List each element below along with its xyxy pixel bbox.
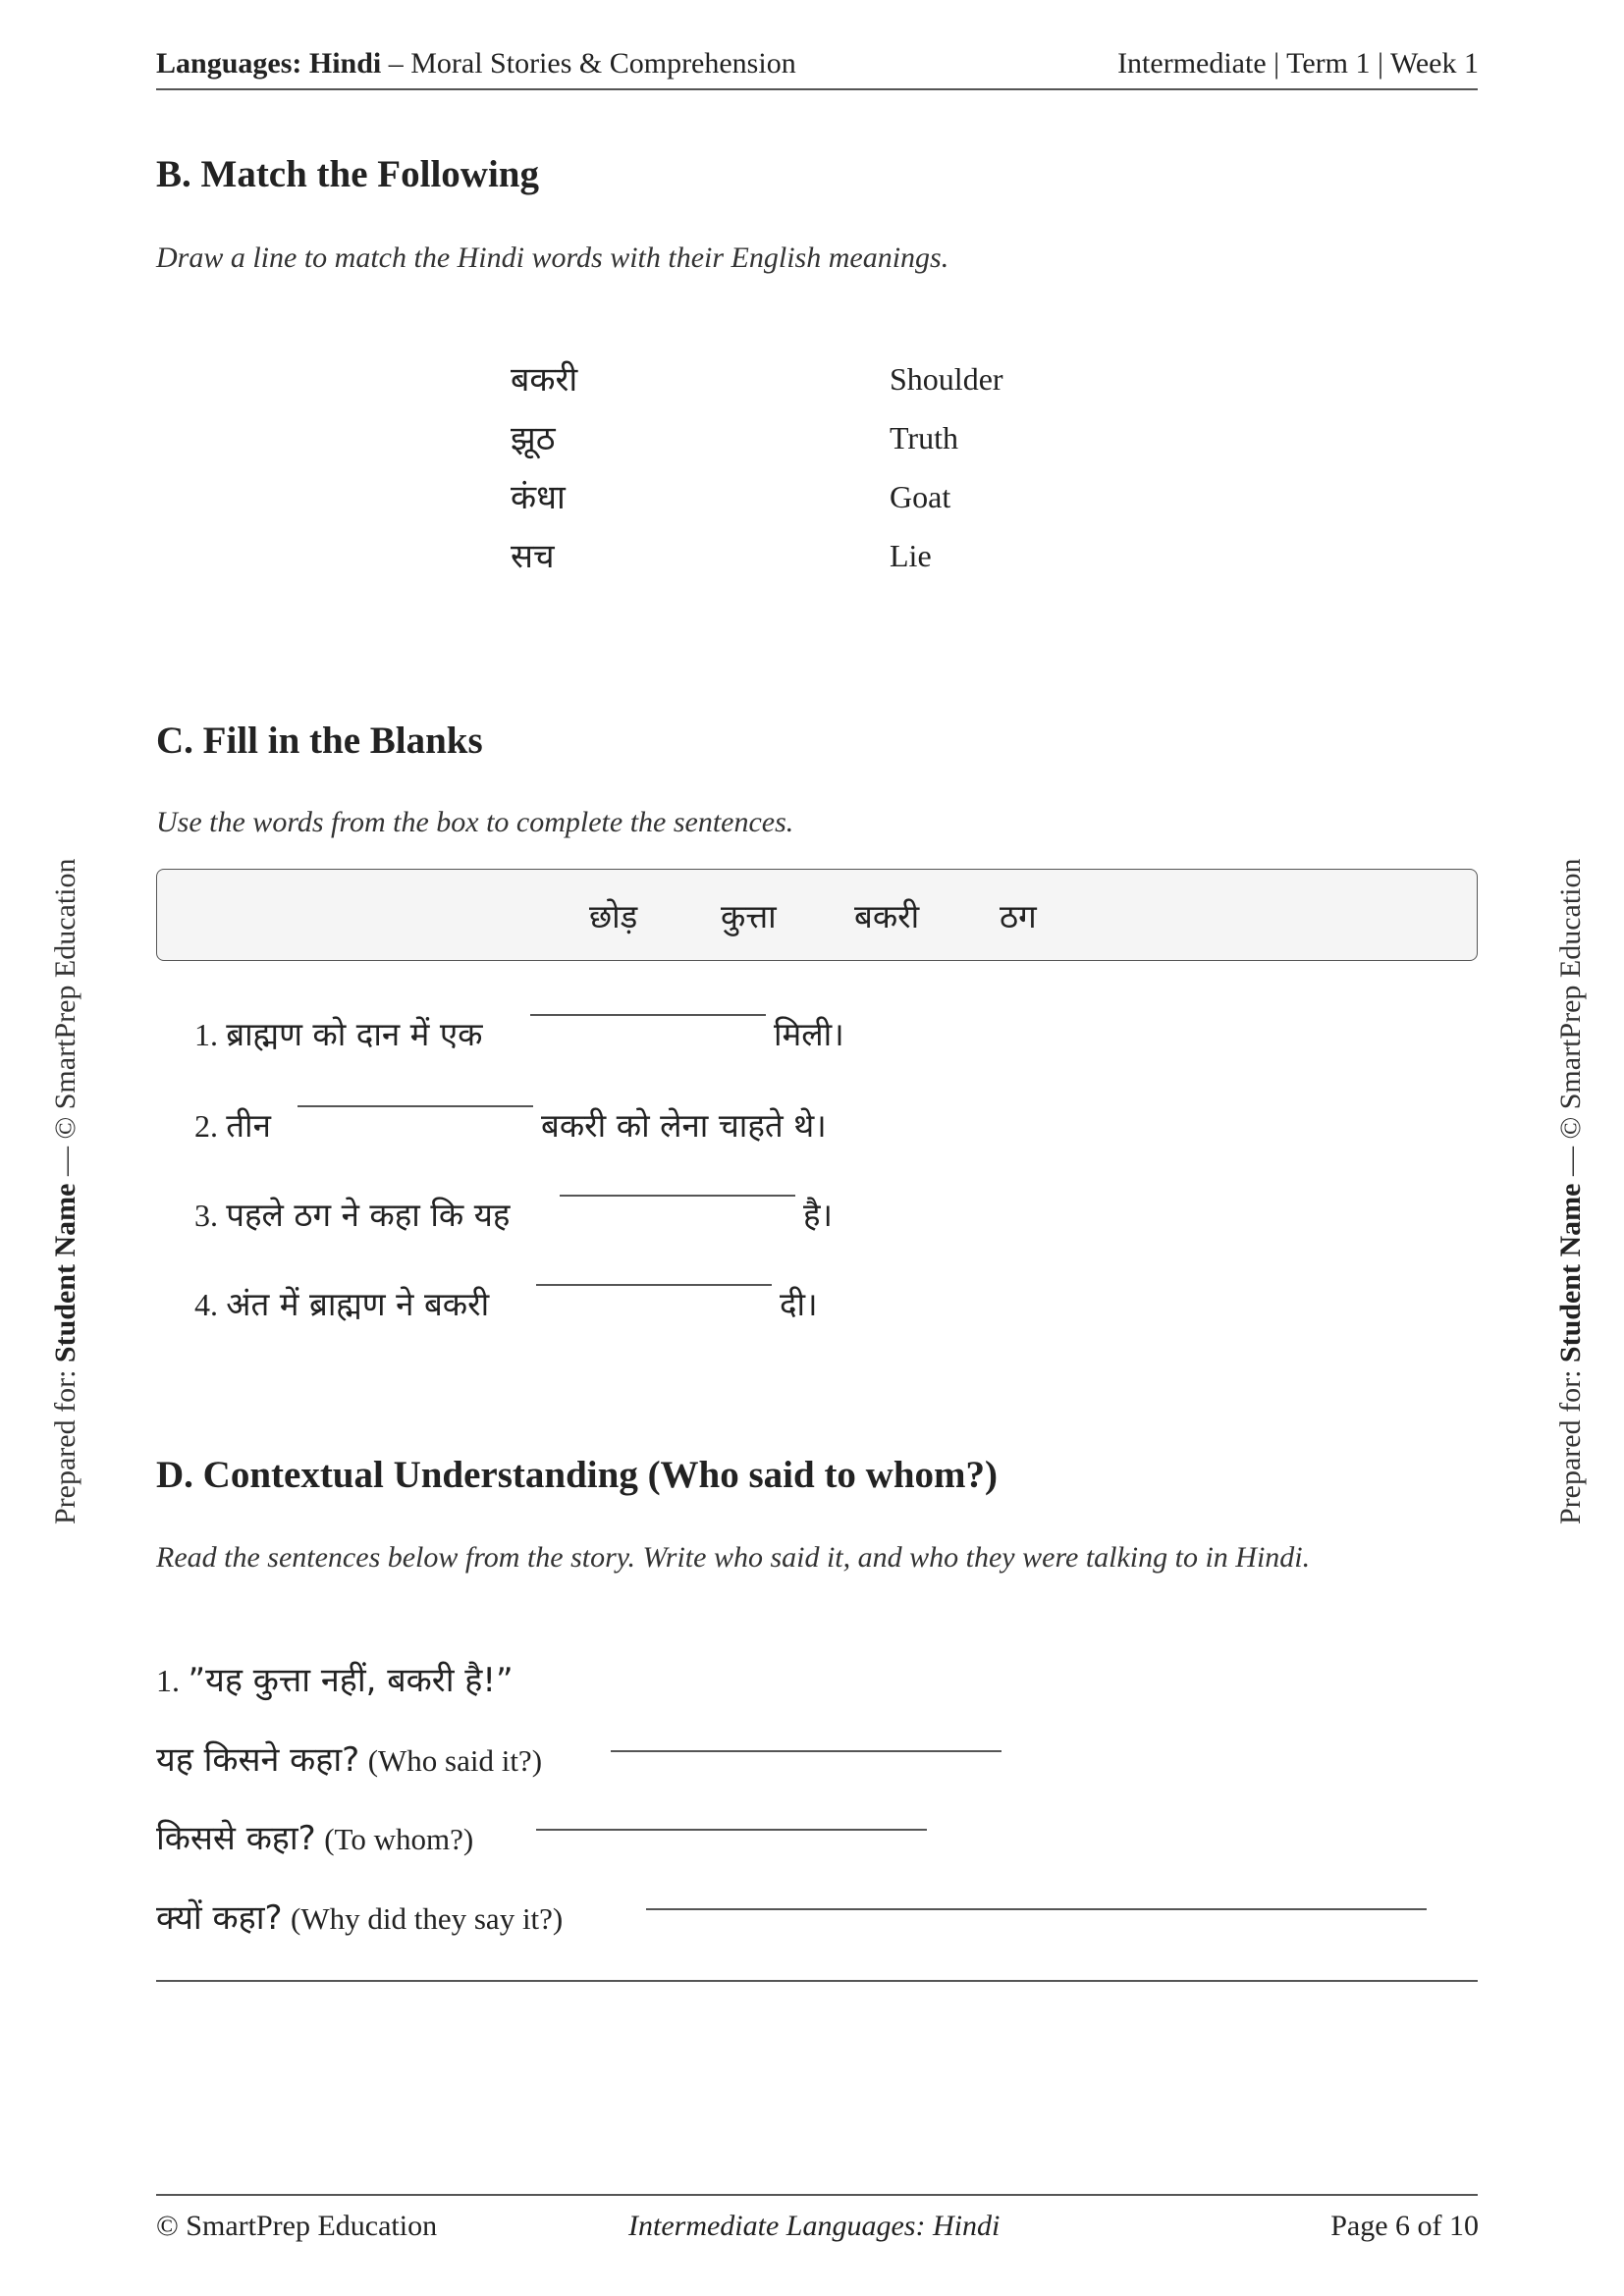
fill-sentence-2: 2. तीन (194, 1106, 271, 1145)
fill-sentence-3-end: है। (803, 1196, 834, 1234)
fill-sentence-4-end: दी। (780, 1285, 818, 1323)
header-title: Languages: Hindi – Moral Stories & Comprehension (156, 47, 796, 80)
match-english-word: Truth (890, 420, 958, 455)
word-box-item: छोड़ (589, 897, 638, 935)
header-level: Intermediate | Term 1 | Week 1 (1117, 47, 1479, 80)
section-b-instruction: Draw a line to match the Hindi words with their English meanings. (156, 241, 949, 274)
footer-copyright: © SmartPrep Education (156, 2210, 438, 2242)
fill-sentence-1-end: मिली। (774, 1015, 844, 1053)
word-box-item: कुत्ता (721, 897, 777, 935)
fill-sentence-4: 4. अंत में ब्राह्मण ने बकरी (194, 1285, 490, 1323)
section-c-instruction: Use the words from the box to complete the sentences. (156, 806, 794, 838)
section-d-instruction: Read the sentences below from the story. Write who said it, and who they were talking to in Hindi. (156, 1541, 1311, 1574)
answer-blank[interactable] (298, 1105, 533, 1107)
answer-line-to-whom[interactable] (536, 1829, 927, 1831)
match-hindi-word: झूठ (511, 419, 556, 458)
answer-line-why[interactable] (646, 1908, 1427, 1910)
section-d-title: D. Contextual Understanding (Who said to whom?) (156, 1454, 999, 1496)
match-hindi-word: बकरी (511, 360, 578, 400)
quote-line: 1. ”यह कुत्ता नहीं, बकरी है!” (156, 1661, 514, 1700)
fill-sentence-3: 3. पहले ठग ने कहा कि यह (194, 1196, 511, 1234)
fill-sentence-1: 1. ब्राह्मण को दान में एक (194, 1015, 483, 1053)
section-b-title: B. Match the Following (156, 153, 539, 195)
word-box (156, 869, 1478, 961)
question-who-said: यह किसने कहा? (Who said it?) (156, 1740, 543, 1780)
match-hindi-word: कंधा (511, 478, 566, 517)
question-to-whom: किससे कहा? (To whom?) (156, 1819, 474, 1858)
word-box-item: बकरी (854, 897, 920, 935)
word-box-item: ठग (1000, 897, 1037, 935)
match-english-word: Lie (890, 538, 932, 573)
match-hindi-word: सच (511, 537, 555, 576)
side-label-right: Prepared for: Student Name — © SmartPrep Education (1554, 858, 1587, 1524)
section-c-title: C. Fill in the Blanks (156, 720, 483, 762)
question-why: क्यों कहा? (Why did they say it?) (156, 1898, 564, 1938)
match-english-word: Shoulder (890, 361, 1003, 397)
section-divider (156, 1980, 1478, 1982)
footer-divider (156, 2194, 1478, 2196)
match-english-word: Goat (890, 479, 951, 514)
side-label-left: Prepared for: Student Name — © SmartPrep Education (49, 858, 81, 1524)
footer-course: Intermediate Languages: Hindi (628, 2210, 1001, 2242)
answer-blank[interactable] (536, 1284, 772, 1286)
answer-blank[interactable] (530, 1014, 766, 1016)
footer-page-number: Page 6 of 10 (1330, 2210, 1479, 2242)
fill-sentence-2-end: बकरी को लेना चाहते थे। (541, 1106, 827, 1145)
header-divider (156, 88, 1478, 90)
answer-line-who-said[interactable] (611, 1750, 1001, 1752)
answer-blank[interactable] (560, 1195, 795, 1197)
